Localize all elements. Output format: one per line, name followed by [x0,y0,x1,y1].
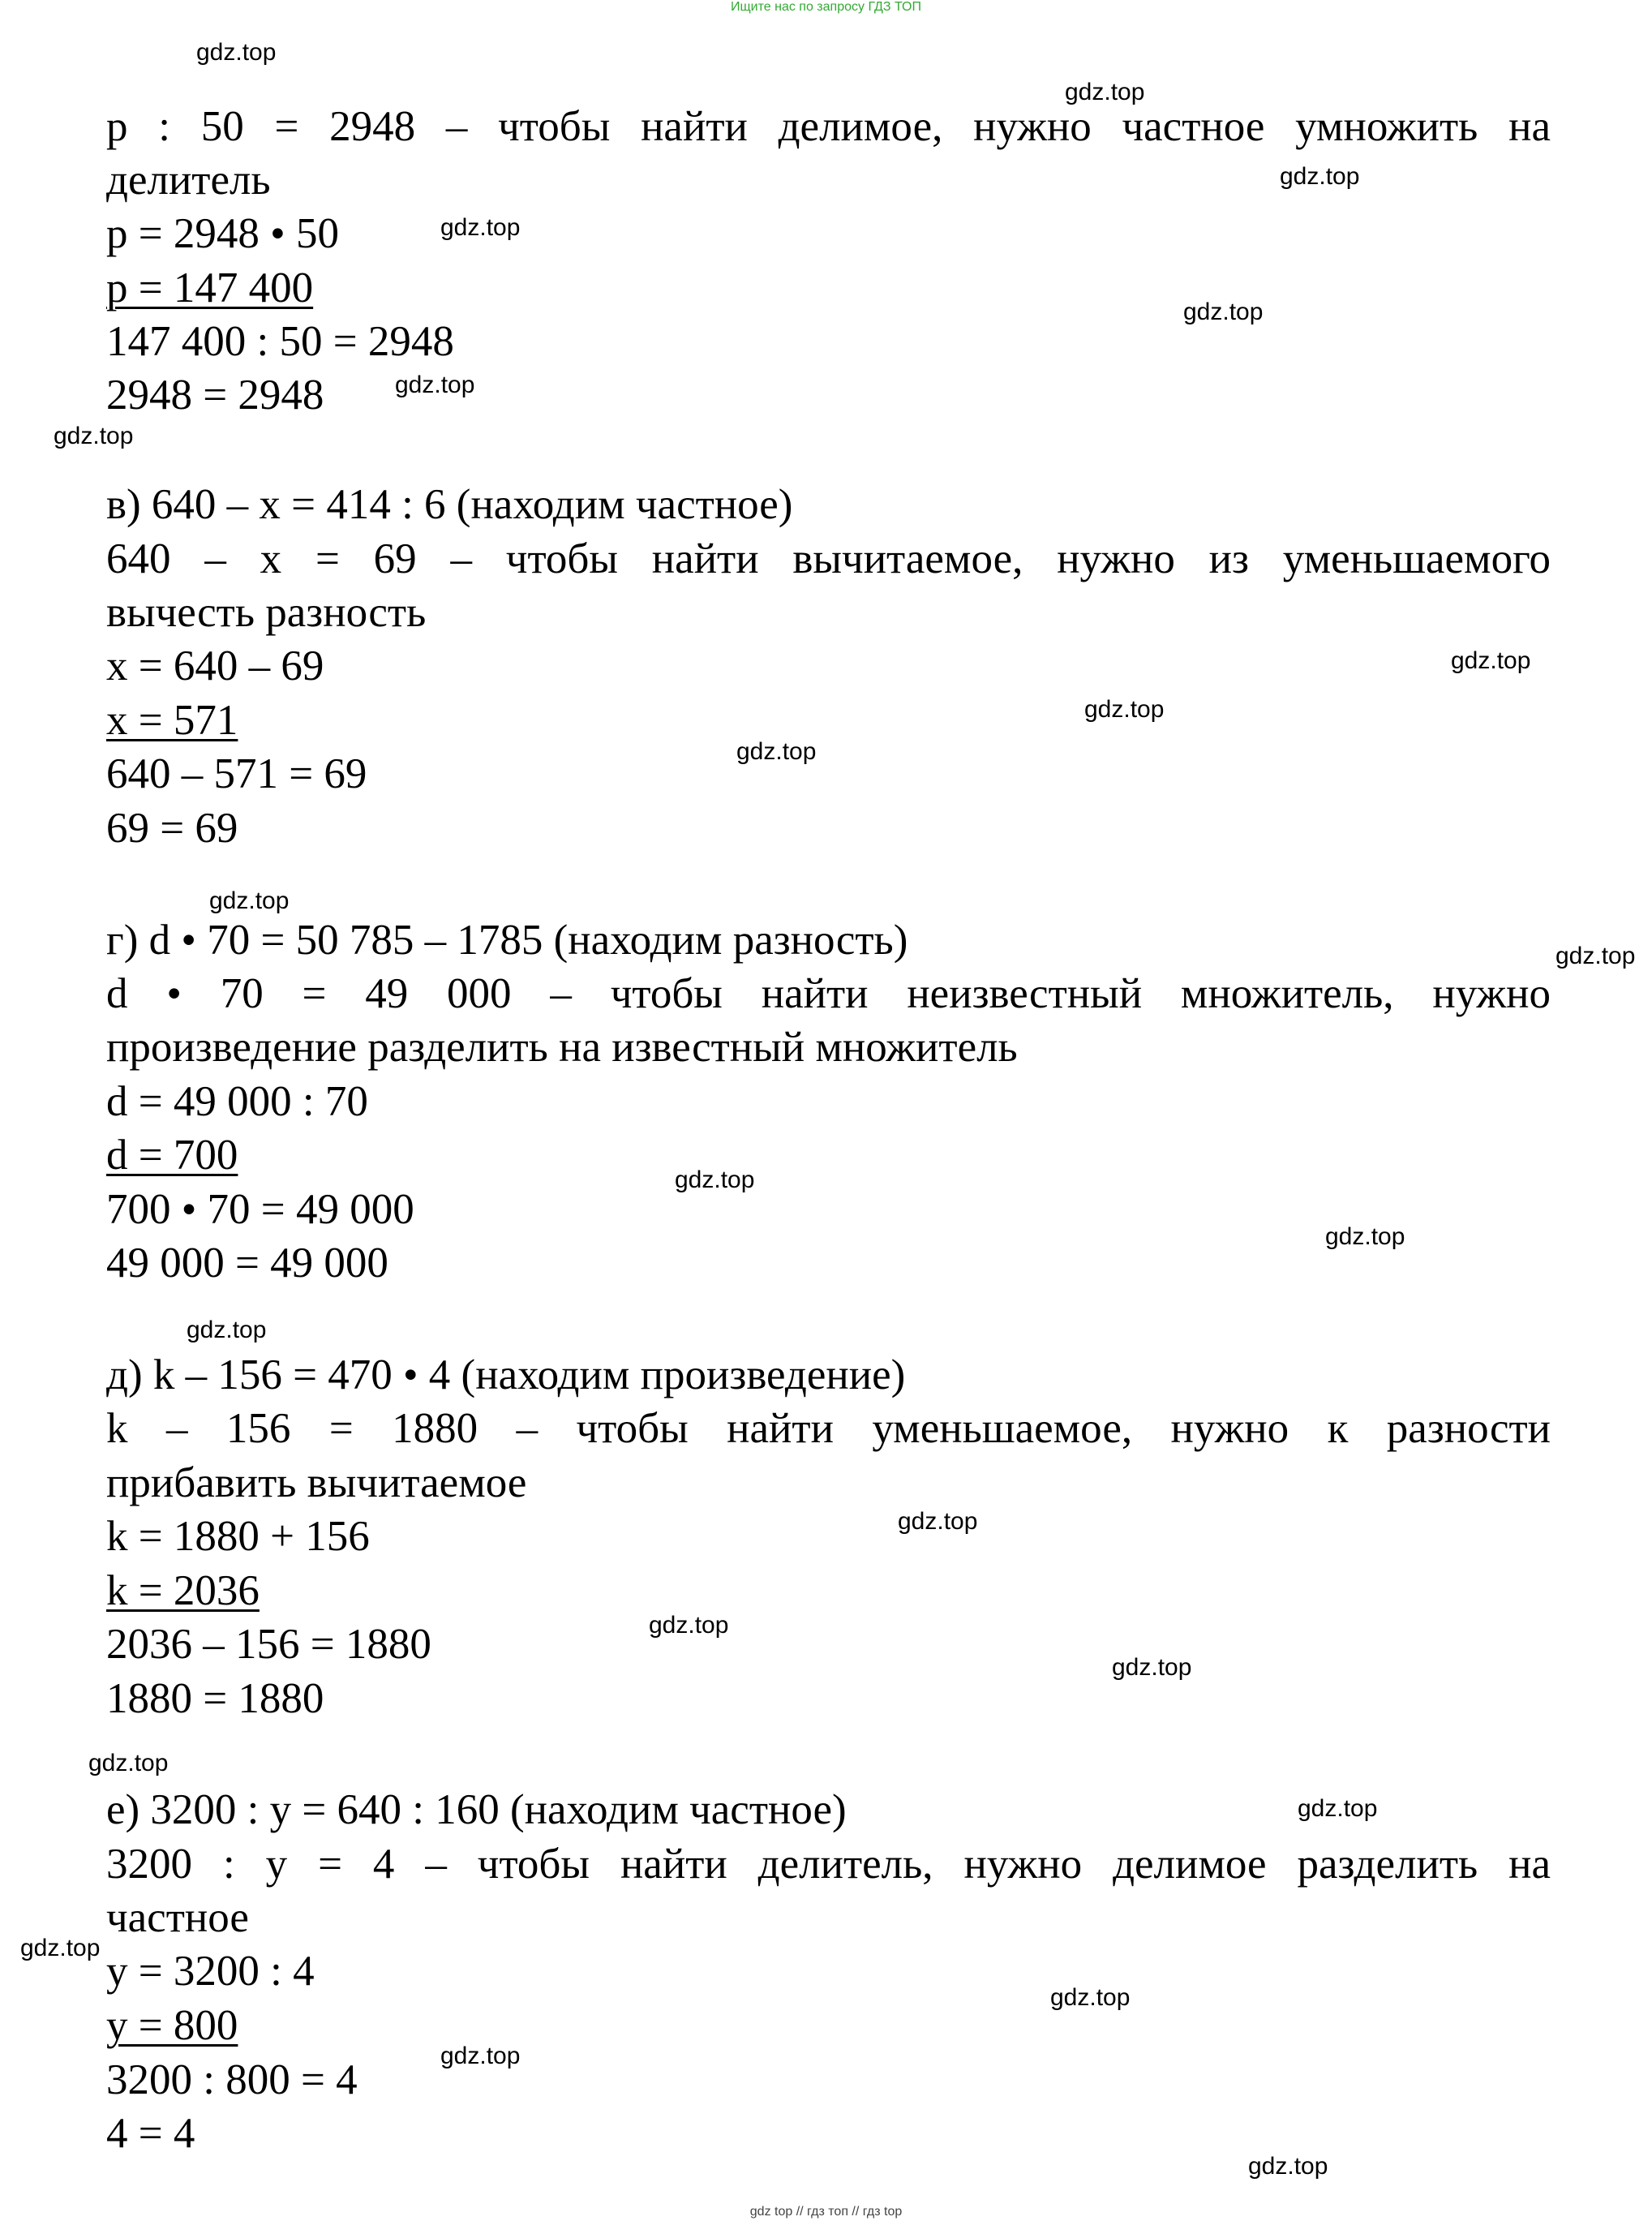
check-line: 69 = 69 [106,805,238,852]
watermark: gdz.top [187,1317,267,1343]
solution-line: y = 3200 : 4 [106,1948,315,1995]
check-line: 640 – 571 = 69 [106,750,367,797]
solution-line: p : 50 = 2948 – чтобы найти делимое, нужно частное умножить на [106,103,1551,150]
check-line: 700 • 70 = 49 000 [106,1186,414,1233]
answer-line [106,696,1551,745]
watermark: gdz.top [1248,2153,1328,2180]
watermark: gdz.top [440,2043,521,2069]
watermark: gdz.top [1183,299,1264,325]
top-banner[interactable]: Ищите нас по запросу ГДЗ ТОП [731,0,921,14]
check-line: 4 = 4 [106,2110,195,2157]
watermark: gdz.top [88,1750,169,1776]
solution-line: k – 156 = 1880 – чтобы найти уменьшаемое, нужно к разности [106,1405,1551,1452]
watermark: gdz.top [1280,163,1360,190]
solution-line: p = 2948 • 50 [106,210,339,257]
watermark: gdz.top [1050,1984,1131,2011]
answer-value: d = 700 [106,1132,238,1179]
check-line: 49 000 = 49 000 [106,1239,388,1287]
check-line: 3200 : 800 = 4 [106,2056,358,2103]
solution-line: d = 49 000 : 70 [106,1078,368,1125]
answer-value: p = 147 400 [106,264,314,311]
solution-line: k = 1880 + 156 [106,1513,370,1560]
watermark: gdz.top [675,1166,755,1193]
watermark: gdz.top [20,1935,101,1961]
watermark: gdz.top [1298,1795,1378,1822]
watermark: gdz.top [209,887,290,914]
solution-line: x = 640 – 69 [106,642,324,689]
solution-line: 640 – x = 69 – чтобы найти вычитаемое, нужно из уменьшаемого [106,535,1551,582]
solution-line: делитель [106,157,271,204]
solution-line: 3200 : y = 4 – чтобы найти делитель, нужно делимое разделить на [106,1841,1551,1888]
answer-value: y = 800 [106,2002,238,2049]
answer-line [106,264,1551,312]
watermark: gdz.top [54,423,134,449]
watermark: gdz.top [196,39,277,66]
check-line: 147 400 : 50 = 2948 [106,318,454,365]
equation-heading: г) d • 70 = 50 785 – 1785 (находим разность) [106,917,908,964]
watermark: gdz.top [1555,943,1636,969]
solution-line: произведение разделить на известный множитель [106,1024,1018,1071]
check-line: 2948 = 2948 [106,372,324,419]
watermark: gdz.top [1065,79,1145,105]
watermark: gdz.top [898,1508,978,1535]
bottom-banner[interactable]: gdz top // гдз топ // гдз top [749,2205,903,2219]
equation-heading: в) 640 – x = 414 : 6 (находим частное) [106,481,793,528]
equation-heading: д) k – 156 = 470 • 4 (находим произведение) [106,1351,906,1398]
answer-line [106,2001,1551,2050]
answer-value: x = 571 [106,697,238,744]
solution-line: d • 70 = 49 000 – чтобы найти неизвестный множитель, нужно [106,970,1551,1017]
watermark: gdz.top [1325,1223,1405,1250]
watermark: gdz.top [1112,1654,1192,1681]
check-line: 2036 – 156 = 1880 [106,1621,431,1668]
watermark: gdz.top [1451,647,1531,674]
watermark: gdz.top [736,738,817,765]
solution-line: прибавить вычитаемое [106,1459,527,1506]
solution-line: частное [106,1894,249,1941]
watermark: gdz.top [1084,696,1165,723]
watermark: gdz.top [395,372,475,398]
answer-line [106,1131,1551,1179]
watermark: gdz.top [649,1612,729,1639]
answer-line [106,1566,1551,1615]
solution-line: вычесть разность [106,589,427,636]
check-line: 1880 = 1880 [106,1675,324,1722]
watermark: gdz.top [440,214,521,241]
equation-heading: е) 3200 : y = 640 : 160 (находим частное) [106,1786,847,1833]
answer-value: k = 2036 [106,1567,260,1614]
